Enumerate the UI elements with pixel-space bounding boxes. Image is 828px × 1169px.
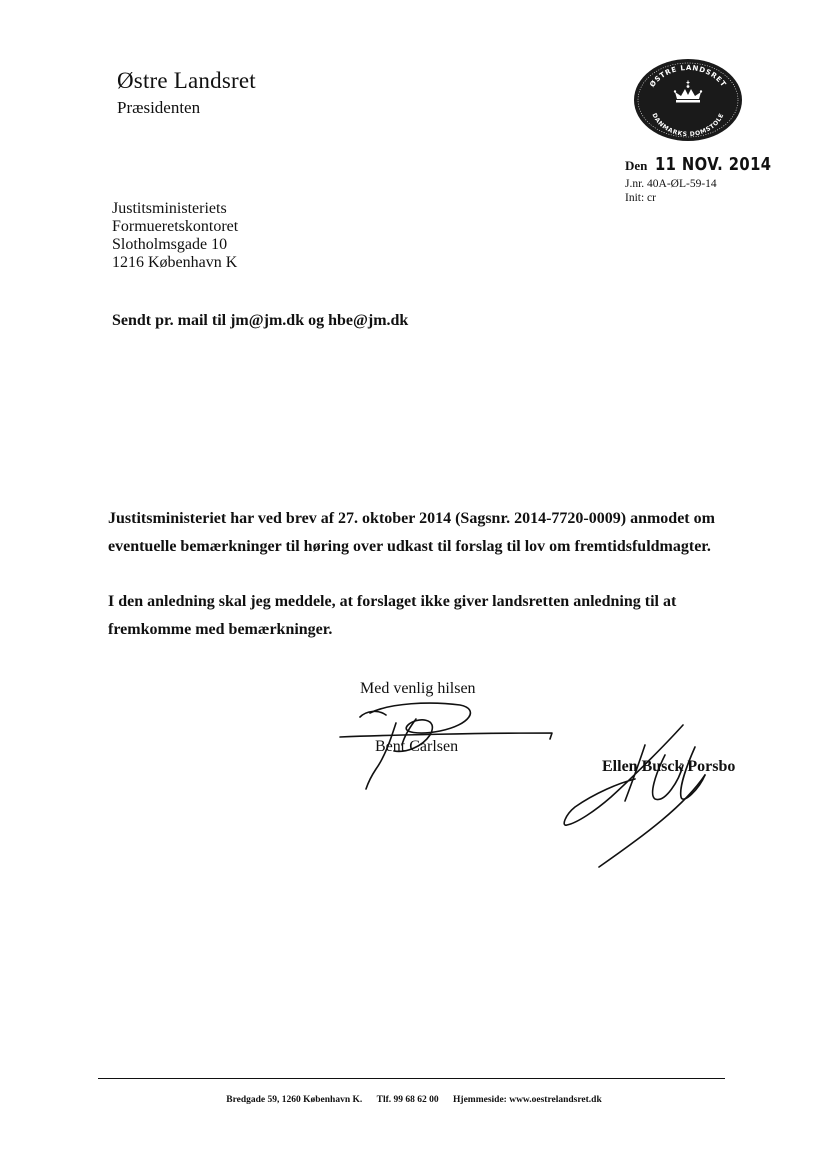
court-seal [633,58,743,142]
recipient-line: Justitsministeriets [112,200,227,217]
footer-divider [98,1078,725,1079]
sender-title: Præsidenten [117,98,201,117]
recipient-line: Formueretskontoret [112,218,239,235]
recipient-line: 1216 København K [112,254,238,271]
date-prefix: Den [625,158,648,173]
footer-address: Bredgade 59, 1260 København K. [226,1095,363,1105]
sent-via-note: Sendt pr. mail til jm@jm.dk og hbe@jm.dk [112,312,409,329]
recipient-line: Slotholmsgade 10 [112,236,228,253]
closing-greeting: Med venlig hilsen [360,680,476,697]
footer-website: Hjemmeside: www.oestrelandsret.dk [453,1095,602,1105]
date-line [625,154,797,175]
footer-phone: Tlf. 99 68 62 00 [376,1095,439,1105]
date-stamp: 11 NOV. 2014 [655,154,772,175]
signer-name: Bent Carlsen [375,738,459,755]
court-name: Østre Landsret [117,68,256,93]
seal-top-text: ØSTRE LANDSRET [648,63,728,89]
body-paragraph: Justitsministeriet har ved brev af 27. oktober 2014 (Sagsnr. 2014-7720-0009) anmodet om eventuelle bemærkninger til høring over udkast til forslag til lov om fremtidsfuldmagter. [108,510,715,555]
seal-bottom-text: DANMARKS DOMSTOLE [650,112,726,139]
initials: Init: cr [625,192,656,204]
journal-number: J.nr. 40A-ØL-59-14 [625,178,717,190]
signature-2 [555,715,725,875]
signer-name: Ellen Busck Porsbo [602,758,736,775]
body-paragraph: I den anledning skal jeg meddele, at forslaget ikke giver landsretten anledning til at fremkomme med bemærkninger. [108,593,677,638]
footer [0,1095,828,1105]
